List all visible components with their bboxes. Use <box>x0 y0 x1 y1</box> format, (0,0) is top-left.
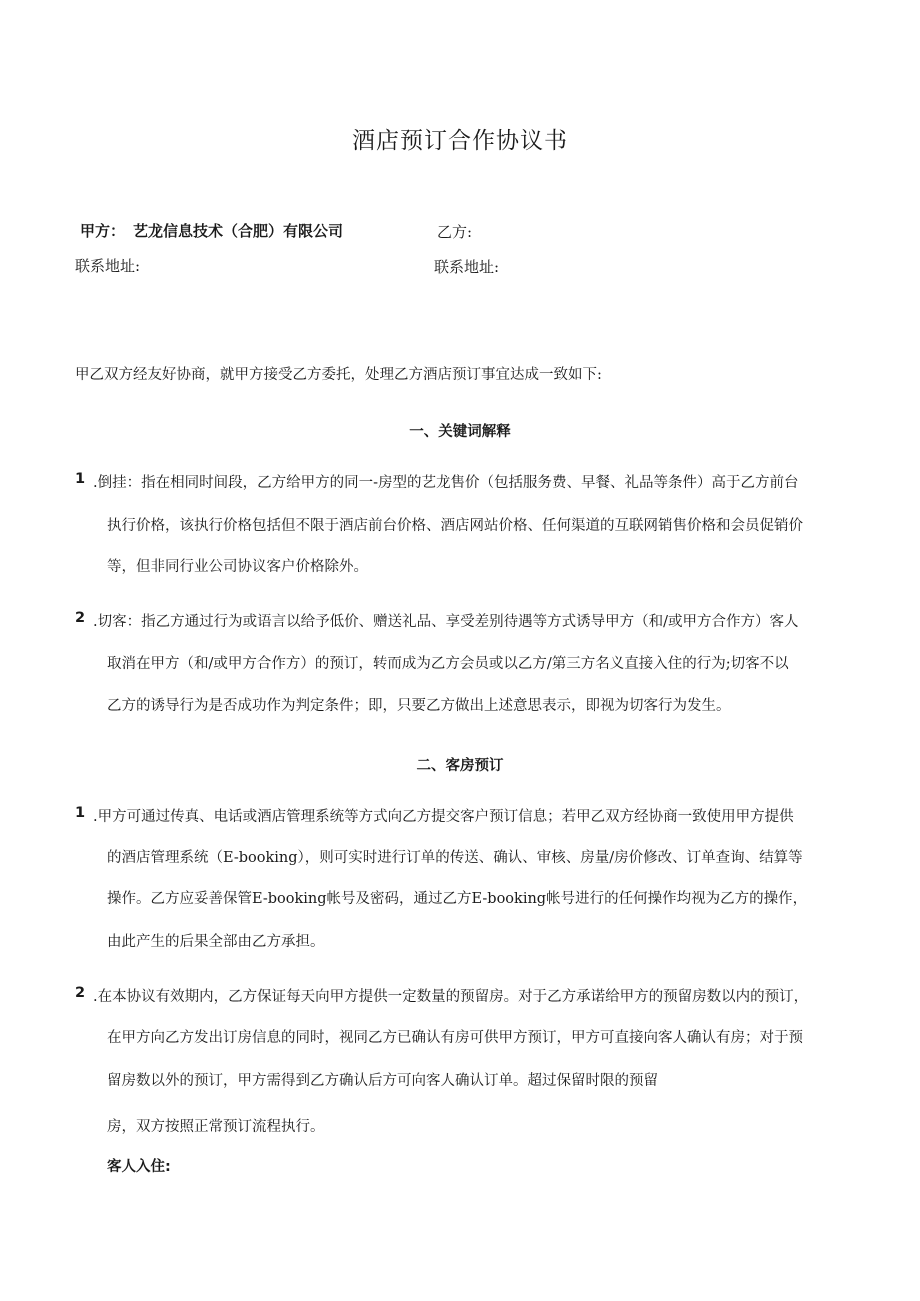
section2-item1-line: .甲方可通过传真、电话或酒店管理系统等方式向乙方提交客户预订信息；若甲乙双方经协商一致使用甲方提供 <box>93 809 794 825</box>
party-a-label: 甲方： <box>80 222 126 240</box>
section2-item1-line: 由此产生的后果全部由乙方承担。 <box>107 934 325 950</box>
section2-item2-line: 在甲方向乙方发出订房信息的同时，视同乙方已确认有房可供甲方预订，甲方可直接向客人确认有房；对于预 <box>107 1030 803 1046</box>
party-b-address-label: 联系地址: <box>434 258 500 276</box>
section1-item2-number: 2 <box>75 610 86 626</box>
party-a-name: 艺龙信息技术（合肥）有限公司 <box>133 222 344 240</box>
section2-item2-line: 房，双方按照正常预订流程执行。 <box>107 1119 325 1135</box>
section2-item1-number: 1 <box>75 805 86 821</box>
section1-item1-line: .倒挂：指在相同时间段，乙方给甲方的同一-房型的艺龙售价（包括服务费、早餐、礼品等条件）高于乙方前台 <box>93 475 799 491</box>
section1-item2-line: 取消在甲方（和/或甲方合作方）的预订，转而成为乙方会员或以乙方/第三方名义直接入住的行为;切客不以 <box>107 656 789 672</box>
section1-item1-number: 1 <box>75 471 86 487</box>
section2-item2-line: 留房数以外的预订，甲方需得到乙方确认后方可向客人确认订单。超过保留时限的预留 <box>107 1073 658 1089</box>
section1-item1-line: 执行价格，该执行价格包括但不限于酒店前台价格、酒店网站价格、任何渠道的互联网销售价格和会员促销价 <box>107 518 803 534</box>
section2-item2-line: .在本协议有效期内，乙方保证每天向甲方提供一定数量的预留房。对于乙方承诺给甲方的预留房数以内的预订， <box>93 989 809 1005</box>
party-b-label: 乙方: <box>437 223 473 241</box>
section2-item2-number: 2 <box>75 985 86 1001</box>
document-title: 酒店预订合作协议书 <box>352 128 568 154</box>
checkin-label: 客人入住: <box>107 1159 171 1175</box>
section2-item1-line: 的酒店管理系统（E-booking），则可实时进行订单的传送、确认、审核、房量/房价修改、订单查询、结算等 <box>107 850 803 866</box>
section1-item2-line: 乙方的诱导行为是否成功作为判定条件；即，只要乙方做出上述意思表示，即视为切客行为发生。 <box>107 698 731 714</box>
section1-item1-line: 等，但非同行业公司协议客户价格除外。 <box>107 559 368 575</box>
party-a-address-label: 联系地址: <box>75 257 141 275</box>
section1-item2-line: .切客：指乙方通过行为或语言以给予低价、赠送礼品、享受差别待遇等方式诱导甲方（和/或甲方合作方）客人 <box>93 614 799 630</box>
intro-paragraph: 甲乙双方经友好协商，就甲方接受乙方委托，处理乙方酒店预订事宜达成一致如下: <box>75 367 602 383</box>
section2-heading: 二、客房预订 <box>416 758 504 774</box>
section2-item1-line: 操作。乙方应妥善保管E-booking帐号及密码，通过乙方E-booking帐号进行的任何操作均视为乙方的操作， <box>107 891 808 907</box>
section1-heading: 一、关键词解释 <box>409 424 511 440</box>
